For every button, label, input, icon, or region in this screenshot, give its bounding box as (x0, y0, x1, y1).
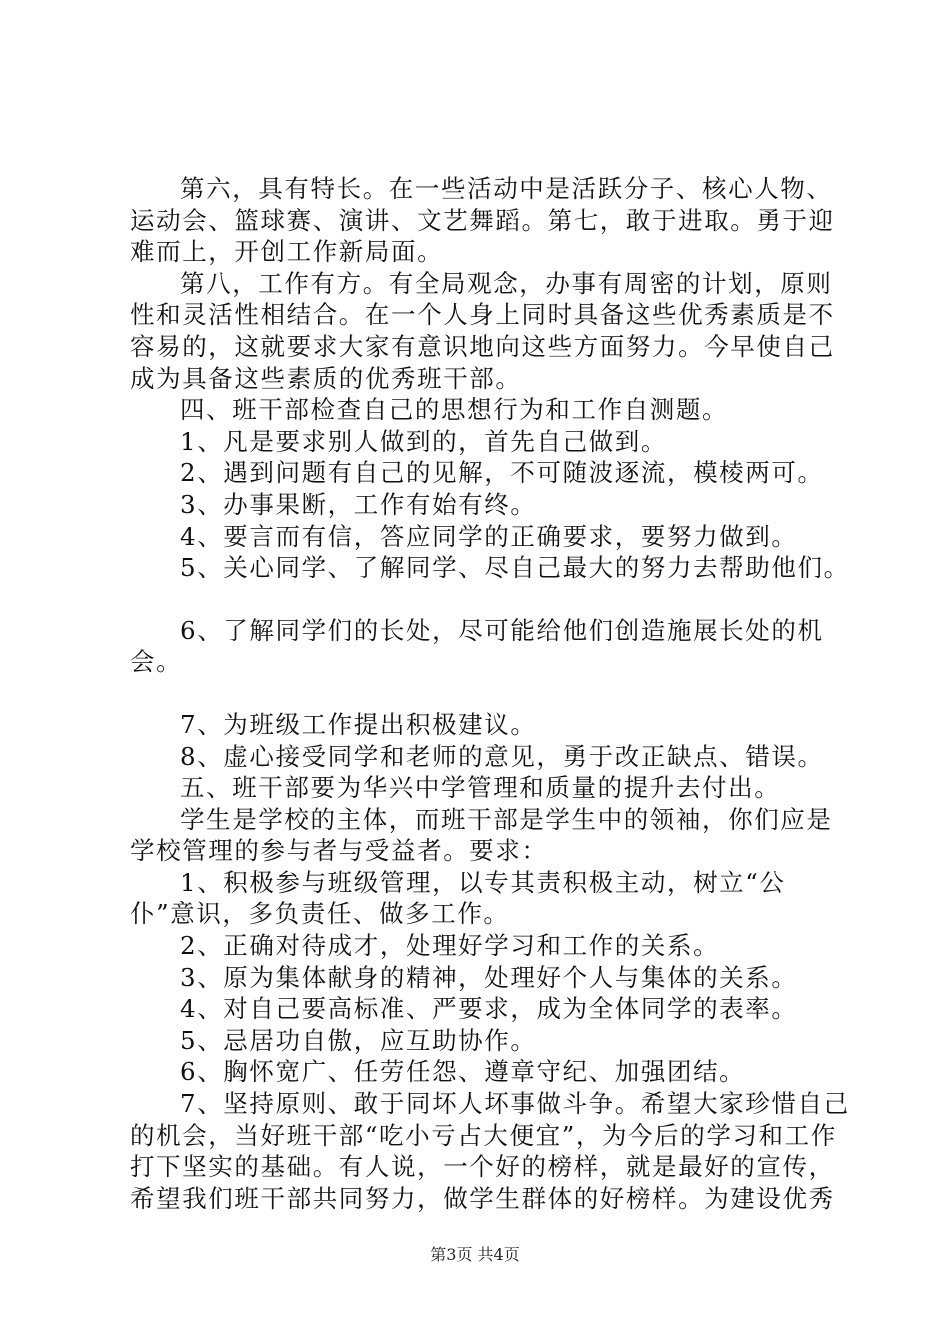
list-item: 6、胸怀宽广、任劳任怨、遵章守纪、加强团结。 (180, 1057, 746, 1087)
list-item: 4、要言而有信，答应同学的正确要求，要努力做到。 (180, 521, 798, 551)
list-item: 3、办事果断，工作有始有终。 (180, 489, 537, 519)
list-item: 5、关心同学、了解同学、尽自己最大的努力去帮助他们。 (180, 553, 850, 583)
list-item: 4、对自己要高标准、严要求，成为全体同学的表率。 (180, 994, 798, 1024)
paragraph: 第八，工作有方。有全局观念，办事有周密的计划，原则性和灵活性相结合。在一个人身上同时具备这些优秀素质是不容易的，这就要求大家有意识地向这些方面努力。今早使自己成为具备这些素质的优秀班干部。 (130, 268, 835, 393)
list-item: 1、凡是要求别人做到的，首先自己做到。 (180, 426, 667, 456)
list-item: 7、为班级工作提出积极建议。 (180, 709, 537, 739)
document-body (130, 173, 850, 1214)
list-item: 6、了解同学们的长处，尽可能给他们创造施展长处的机会。 (130, 615, 824, 677)
list-item: 7、坚持原则、敢于同坏人坏事做斗争。希望大家珍惜自己的机会，当好班干部“吃小亏占大便宜”，为今后的学习和工作打下坚实的基础。有人说，一个好的榜样，就是最好的宣传，希望我们班干部共同努力，做学生群体的好榜样。为建设优秀 (130, 1089, 850, 1213)
paragraph: 学生是学校的主体，而班干部是学生中的领袖，你们应是学校管理的参与者与受益者。要求： (130, 804, 833, 866)
list-item: 2、正确对待成才，处理好学习和工作的关系。 (180, 931, 720, 961)
list-item: 1、积极参与班级管理，以专其责积极主动，树立“公仆”意识，多负责任、做多工作。 (130, 867, 786, 929)
list-item: 5、忌居功自傲，应互助协作。 (180, 1025, 537, 1055)
list-item: 3、原为集体献身的精神，处理好个人与集体的关系。 (180, 962, 798, 992)
list-item: 8、虚心接受同学和老师的意见，勇于改正缺点、错误。 (180, 741, 824, 771)
section-heading: 四、班干部检查自己的思想行为和工作自测题。 (180, 395, 729, 425)
paragraph: 第六，具有特长。在一些活动中是活跃分子、核心人物、运动会、篮球赛、演讲、文艺舞蹈。第七，敢于进取。勇于迎难而上，开创工作新局面。 (130, 174, 835, 267)
page-number-footer: 第3页 共4页 (430, 1245, 520, 1264)
list-item: 2、遇到问题有自己的见解，不可随波逐流，模棱两可。 (180, 458, 824, 488)
section-heading: 五、班干部要为华兴中学管理和质量的提升去付出。 (180, 773, 781, 803)
